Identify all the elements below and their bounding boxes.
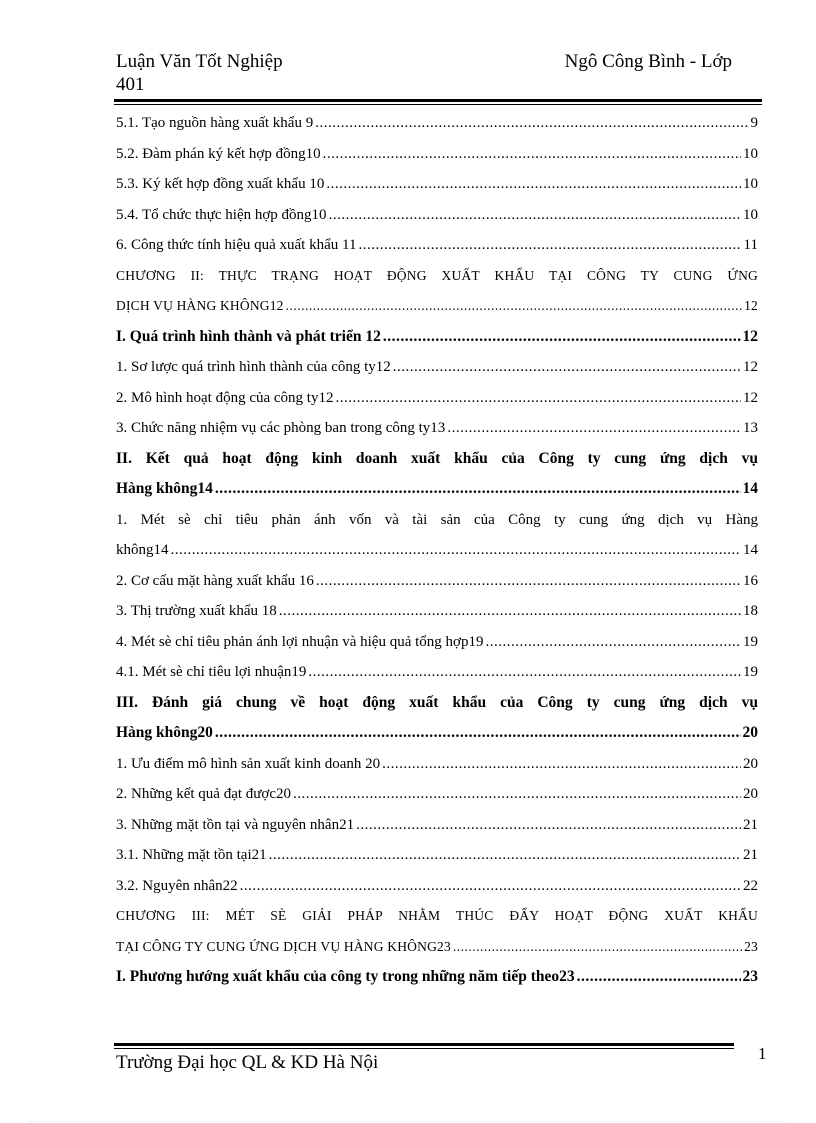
toc-entry-title: 5.1. Tạo nguồn hàng xuất khẩu 9 [116, 115, 314, 131]
toc-entry-title: 2. Mô hình hoạt động của công ty12 [116, 389, 334, 406]
dot-leader [577, 962, 741, 993]
toc-page-number: 22 [743, 877, 758, 894]
toc-page-number: 23 [744, 938, 758, 954]
header-thesis-title: Luận Văn Tốt Nghiệp [116, 51, 283, 72]
toc-entry-title: không14 [116, 542, 169, 558]
toc-entry-line: CHƯƠNG II: THỰC TRẠNG HOẠT ĐỘNG XUẤT KHẨU TẠI CÔNG TY CUNG ỨNG [116, 267, 758, 283]
dot-leader [240, 871, 741, 902]
dot-leader [215, 718, 741, 749]
dot-leader [356, 810, 741, 841]
dot-leader [316, 566, 741, 597]
toc-entry-title: DỊCH VỤ HÀNG KHÔNG12 [116, 298, 284, 313]
toc-entry-title: 5.2. Đàm phán ký kết hợp đồng10 [116, 145, 321, 162]
dot-leader [447, 413, 741, 444]
toc-page-number: 19 [743, 633, 758, 650]
toc-page-number: 21 [743, 816, 758, 833]
dot-leader [383, 322, 741, 353]
toc-entry-title: 3.1. Những mặt tồn tại21 [116, 847, 267, 863]
table-of-contents [116, 108, 758, 993]
toc-entry-title: TẠI CÔNG TY CUNG ỨNG DỊCH VỤ HÀNG KHÔNG23 [116, 938, 451, 954]
toc-entry-title: 2. Những kết quả đạt được20 [116, 786, 291, 802]
toc-entry-title: 1. Ưu điểm mô hình sản xuất kinh doanh 20 [116, 755, 381, 772]
toc-entry [116, 169, 758, 200]
toc-section-entry [116, 688, 758, 749]
toc-entry-title: Hàng không14 [116, 480, 213, 497]
toc-entry-line: III. Đánh giá chung về hoạt động xuất khẩu của Công ty cung ứng dịch vụ [116, 693, 758, 711]
toc-entry-title: I. Quá trình hình thành và phát triển 12 [116, 327, 381, 345]
toc-entry-title: 3. Những mặt tồn tại và nguyên nhân21 [116, 816, 355, 833]
dot-leader [382, 749, 741, 780]
dot-leader [485, 627, 741, 658]
toc-entry-line: CHƯƠNG III: MÉT SÈ GIẢI PHÁP NHẰM THÚC ĐẨY HOẠT ĐỘNG XUẤT KHẨU [116, 908, 758, 923]
toc-entry [116, 352, 758, 383]
toc-entry [116, 871, 758, 902]
toc-page-number: 12 [743, 359, 758, 375]
toc-page-number: 14 [743, 542, 758, 558]
toc-page-number: 20 [743, 786, 758, 802]
toc-entry-title: 5.4. Tổ chức thực hiện hợp đồng10 [116, 206, 327, 223]
toc-entry-title: 6. Công thức tính hiệu quả xuất khẩu 11 [116, 237, 357, 253]
toc-page-number: 13 [743, 420, 758, 436]
toc-entry [116, 200, 758, 231]
toc-entry [116, 840, 758, 871]
toc-entry-title: 4. Mét sè chỉ tiêu phản ánh lợi nhuận và hiệu quả tổng hợp19 [116, 633, 484, 650]
toc-page-number: 23 [742, 968, 758, 985]
dot-leader [335, 383, 741, 414]
toc-entry-title: I. Phương hướng xuất khẩu của công ty trong những năm tiếp theo23 [116, 968, 575, 985]
dot-leader [215, 474, 741, 505]
dot-leader [323, 139, 741, 170]
toc-page-number: 11 [743, 237, 758, 253]
toc-page-number: 21 [743, 847, 758, 863]
toc-chapter-entry [116, 901, 758, 962]
toc-page-number: 16 [743, 572, 758, 589]
toc-entry [116, 139, 758, 170]
dot-leader [308, 657, 741, 688]
page-edge [30, 1121, 786, 1122]
toc-entry [116, 657, 758, 688]
footer-school-name: Trường Đại học QL & KD Hà Nội [116, 1052, 379, 1073]
toc-entry [116, 810, 758, 841]
header-rule-thick [114, 99, 762, 102]
dot-leader [393, 352, 741, 383]
dot-leader [171, 535, 742, 566]
toc-section-entry [116, 322, 758, 353]
toc-entry-title: 1. Sơ lược quá trình hình thành của công ty12 [116, 359, 391, 375]
toc-entry [116, 596, 758, 627]
toc-section-entry [116, 962, 758, 993]
toc-page-number: 10 [743, 145, 758, 162]
toc-page-number: 10 [743, 176, 758, 192]
dot-leader [315, 108, 748, 139]
toc-entry [116, 505, 758, 566]
toc-entry-title: 4.1. Mét sè chỉ tiêu lợi nhuận19 [116, 664, 307, 680]
dot-leader [293, 779, 741, 810]
toc-entry-title: 3.2. Nguyên nhân22 [116, 877, 238, 894]
dot-leader [326, 169, 741, 200]
toc-entry [116, 627, 758, 658]
toc-page-number: 12 [743, 389, 758, 406]
toc-entry [116, 413, 758, 444]
dot-leader [358, 230, 741, 261]
toc-entry [116, 749, 758, 780]
toc-entry-line: II. Kết quả hoạt động kinh doanh xuất khẩu của Công ty cung ứng dịch vụ [116, 449, 758, 467]
toc-page-number: 19 [743, 664, 758, 680]
toc-chapter-entry [116, 261, 758, 322]
header-class: 401 [116, 74, 145, 95]
page-number: 1 [758, 1044, 767, 1063]
toc-entry-title: 2. Cơ cấu mặt hàng xuất khẩu 16 [116, 572, 314, 589]
toc-page-number: 20 [743, 755, 758, 772]
toc-entry [116, 779, 758, 810]
dot-leader [269, 840, 741, 871]
dot-leader [286, 291, 742, 322]
toc-entry [116, 566, 758, 597]
toc-page-number: 20 [742, 724, 758, 741]
toc-section-entry [116, 444, 758, 505]
dot-leader [329, 200, 741, 231]
toc-entry-title: 3. Chức năng nhiệm vụ các phòng ban trong công ty13 [116, 420, 446, 436]
toc-entry-title: Hàng không20 [116, 724, 213, 741]
toc-entry [116, 383, 758, 414]
toc-entry-title: 5.3. Ký kết hợp đồng xuất khẩu 10 [116, 176, 325, 192]
toc-entry-line: 1. Mét sè chỉ tiêu phản ánh vốn và tài sản của Công ty cung ứng dịch vụ Hàng [116, 511, 758, 528]
header-author: Ngô Công Bình - Lớp [564, 51, 732, 72]
toc-entry [116, 230, 758, 261]
footer-rule-thin [114, 1048, 734, 1049]
dot-leader [279, 596, 741, 627]
page-header [116, 50, 762, 96]
toc-entry-title: 3. Thị trường xuất khẩu 18 [116, 603, 277, 619]
header-rule-thin [114, 104, 762, 105]
toc-page-number: 9 [750, 115, 758, 131]
toc-page-number: 12 [742, 327, 758, 345]
toc-page-number: 10 [743, 206, 758, 223]
toc-entry [116, 108, 758, 139]
toc-page-number: 12 [744, 298, 758, 313]
dot-leader [453, 932, 742, 963]
toc-page-number: 14 [742, 480, 758, 497]
footer-rule-thick [114, 1043, 734, 1046]
toc-page-number: 18 [743, 603, 758, 619]
